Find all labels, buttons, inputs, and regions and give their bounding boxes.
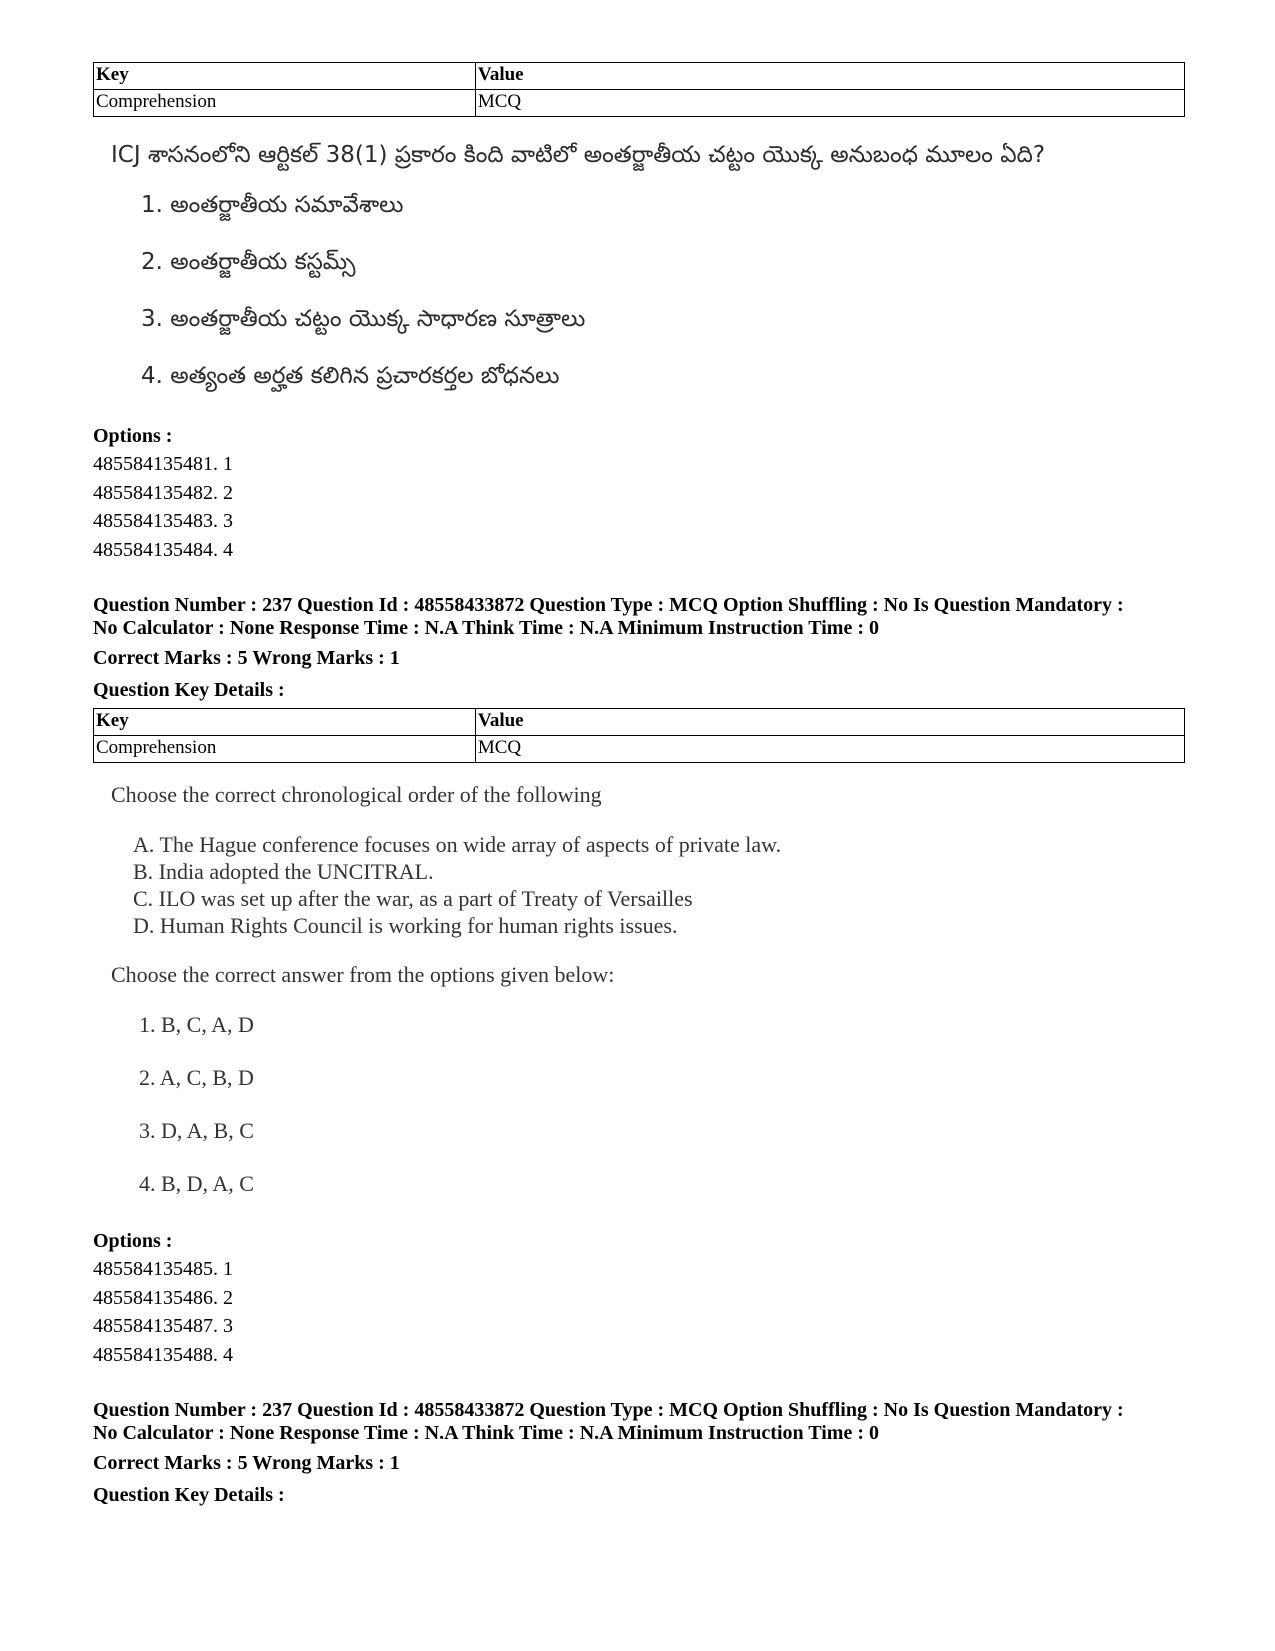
question-text: ICJ శాసనంలోని ఆర్టికల్ 38(1) ప్రకారం కింది వాటిలో అంతర్జాతీయ చట్టం యొక్క అనుబంధ మూలం ఏది? bbox=[111, 142, 1046, 168]
statement: D. Human Rights Council is working for human rights issues. bbox=[133, 913, 678, 938]
answer-choice: 2. A, C, B, D bbox=[139, 1065, 254, 1090]
option-id-line: 485584135482. 2 bbox=[93, 481, 233, 504]
question-meta-line2: No Calculator : None Response Time : N.A Think Time : N.A Minimum Instruction Time : 0 bbox=[93, 617, 879, 639]
table-header-row bbox=[94, 709, 1185, 736]
key-cell: Comprehension bbox=[94, 90, 476, 117]
answer-choice: 4. అత్యంత అర్హత కలిగిన ప్రచారకర్తల బోధనలు bbox=[141, 363, 560, 389]
table-row bbox=[94, 736, 1185, 763]
question-meta-line1: Question Number : 237 Question Id : 48558433872 Question Type : MCQ Option Shuffling : No Is Question Mandatory : bbox=[93, 594, 1124, 616]
option-id-line: 485584135483. 3 bbox=[93, 510, 233, 532]
table-header-row bbox=[94, 63, 1185, 90]
answer-choices bbox=[139, 1011, 1185, 1223]
statement: A. The Hague conference focuses on wide array of aspects of private law. bbox=[133, 832, 782, 857]
question-meta bbox=[93, 1399, 1185, 1445]
key-cell: Comprehension bbox=[94, 736, 476, 763]
statement: C. ILO was set up after the war, as a part of Treaty of Versailles bbox=[133, 886, 693, 911]
key-header: Key bbox=[94, 709, 476, 736]
option-id-line: 485584135486. 2 bbox=[93, 1286, 233, 1309]
options-label: Options : bbox=[93, 425, 173, 447]
value-header: Value bbox=[475, 63, 1184, 90]
question-meta bbox=[93, 594, 1185, 640]
value-header: Value bbox=[475, 709, 1184, 736]
answer-choice: 2. అంతర్జాతీయ కస్టమ్స్ bbox=[141, 249, 356, 275]
answer-choice: 3. D, A, B, C bbox=[139, 1118, 254, 1143]
option-id-line: 485584135481. 1 bbox=[93, 453, 233, 475]
option-id-line: 485584135488. 4 bbox=[93, 1343, 233, 1366]
statement: B. India adopted the UNCITRAL. bbox=[133, 859, 434, 884]
value-cell: MCQ bbox=[475, 90, 1184, 117]
options-label: Options : bbox=[93, 1230, 173, 1252]
answer-choice: 1. అంతర్జాతీయ సమావేశాలు bbox=[141, 192, 404, 218]
marks-line: Correct Marks : 5 Wrong Marks : 1 bbox=[93, 647, 400, 669]
question-meta-line2: No Calculator : None Response Time : N.A Think Time : N.A Minimum Instruction Time : 0 bbox=[93, 1422, 879, 1444]
statement-list bbox=[133, 831, 1185, 939]
answer-choices bbox=[141, 190, 1185, 418]
option-id-line: 485584135485. 1 bbox=[93, 1258, 233, 1280]
option-id-line: 485584135484. 4 bbox=[93, 538, 233, 561]
key-value-table bbox=[93, 708, 1185, 763]
value-cell: MCQ bbox=[475, 736, 1184, 763]
key-header: Key bbox=[94, 63, 476, 90]
key-value-table bbox=[93, 62, 1185, 117]
choose-instruction: Choose the correct answer from the options given below: bbox=[111, 962, 615, 987]
question-text: Choose the correct chronological order of the following bbox=[111, 782, 602, 807]
question-paper-page bbox=[93, 62, 1185, 1509]
answer-choice: 3. అంతర్జాతీయ చట్టం యొక్క సాధారణ సూత్రాలు bbox=[141, 306, 586, 332]
key-details-label: Question Key Details : bbox=[93, 1484, 285, 1506]
table-row bbox=[94, 90, 1185, 117]
question-meta-line1: Question Number : 237 Question Id : 48558433872 Question Type : MCQ Option Shuffling : No Is Question Mandatory : bbox=[93, 1399, 1124, 1421]
key-details-label: Question Key Details : bbox=[93, 679, 285, 701]
answer-choice: 4. B, D, A, C bbox=[139, 1171, 254, 1196]
marks-line: Correct Marks : 5 Wrong Marks : 1 bbox=[93, 1452, 400, 1474]
option-id-line: 485584135487. 3 bbox=[93, 1315, 233, 1337]
answer-choice: 1. B, C, A, D bbox=[139, 1012, 254, 1037]
